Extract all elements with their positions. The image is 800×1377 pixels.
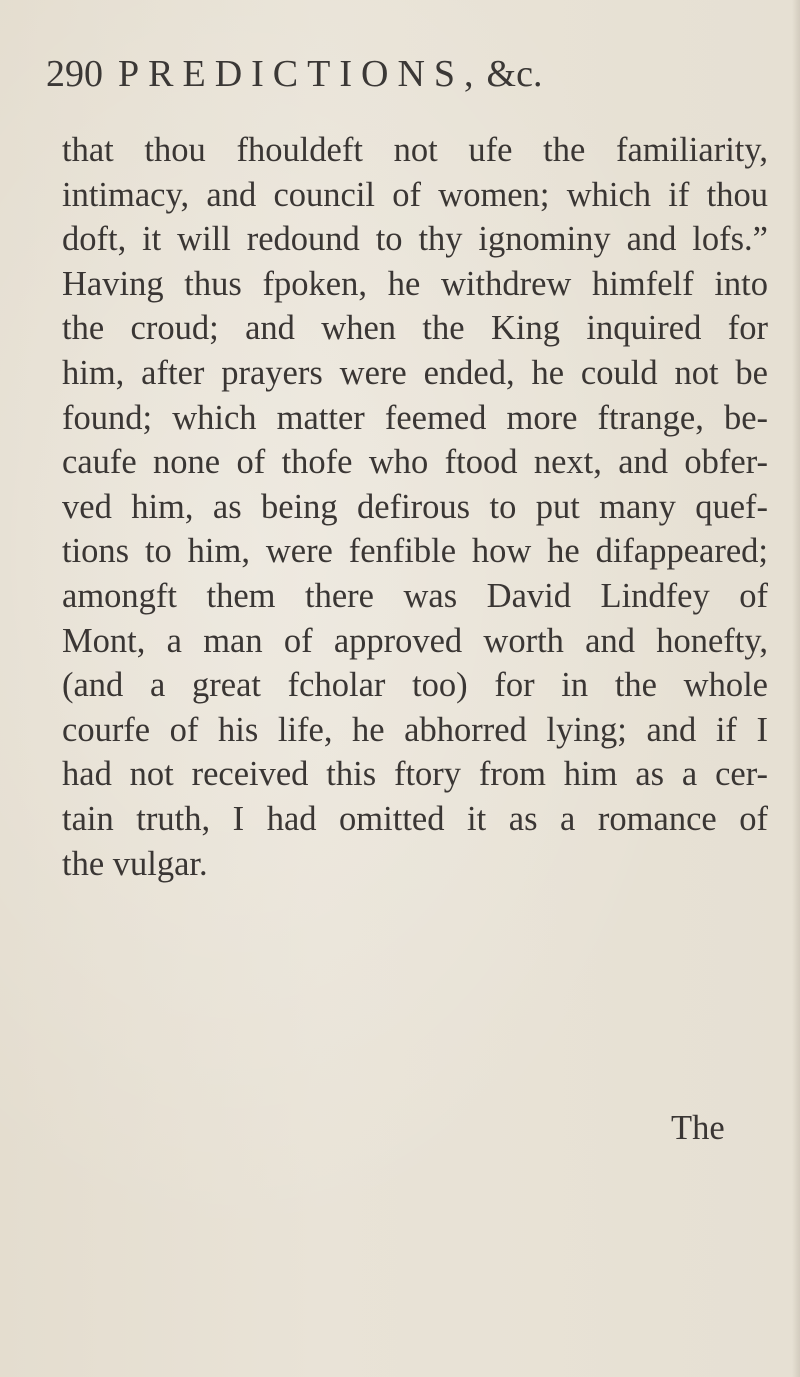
text-line: the croud; and when the King inquired for: [62, 309, 768, 348]
text-line: ved him, as being defirous to put many quef-: [62, 487, 768, 526]
catchword: The: [671, 1109, 725, 1147]
text-line: him, after prayers were ended, he could not be: [62, 353, 768, 392]
text-line: amongft them there was David Lindfey of: [62, 576, 768, 615]
text-line: caufe none of thofe who ftood next, and obfer-: [62, 443, 768, 482]
text-line: doft, it will redound to thy ignominy and lofs.”: [62, 220, 768, 259]
text-line: courfe of his life, he abhorred lying; and if I: [62, 710, 768, 749]
text-line: had not received this ftory from him as a cer-: [62, 755, 768, 794]
page-edge-shadow: [792, 0, 800, 1377]
text-line: tain truth, I had omitted it as a romance of: [62, 799, 768, 838]
running-title-etc: &c.: [486, 53, 543, 95]
text-line: that thou fhouldeft not ufe the familiarity,: [62, 131, 768, 169]
text-line: found; which matter feemed more ftrange, be-: [62, 398, 768, 437]
text-line: Having thus fpoken, he withdrew himfelf into: [62, 264, 768, 303]
text-line-last: the vulgar.: [62, 844, 208, 883]
text-line: intimacy, and council of women; which if thou: [62, 175, 768, 214]
running-title: PREDICTIONS,: [118, 53, 483, 95]
body-text: [62, 128, 768, 886]
page-number: 290: [46, 53, 103, 95]
text-line: (and a great fcholar too) for in the whole: [62, 666, 768, 705]
running-header: [46, 52, 766, 102]
text-line: Mont, a man of approved worth and honefty,: [62, 621, 768, 660]
text-line: tions to him, were fenfible how he difappeared;: [62, 532, 768, 571]
